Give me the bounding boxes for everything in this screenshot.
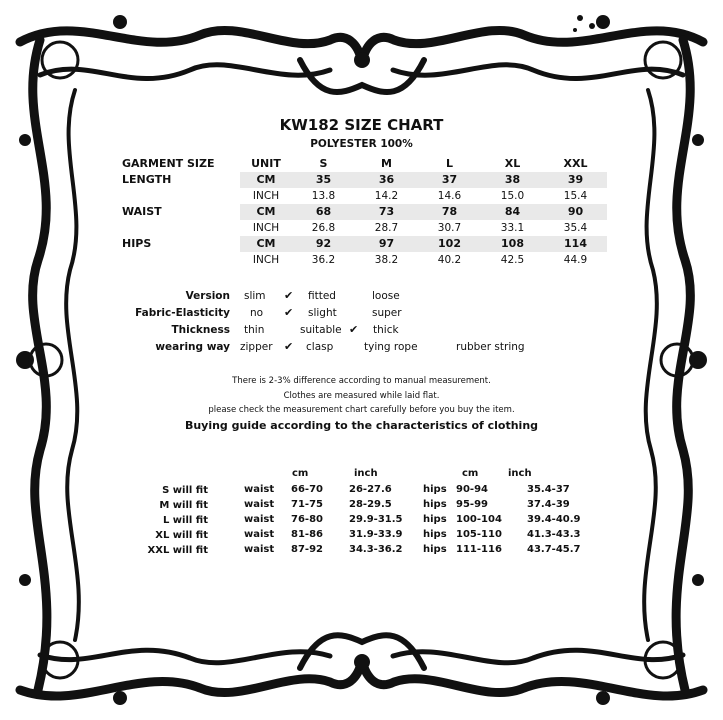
value-cell: 26.8 <box>311 222 336 234</box>
fit-size: XXL will fit <box>147 545 208 556</box>
fit-waist-cm: 71-75 <box>291 499 323 510</box>
fit-hips-cm: 95-99 <box>456 499 488 510</box>
value-cell: 14.2 <box>374 190 399 202</box>
value-cell: 78 <box>418 204 481 220</box>
value-cell: 40.2 <box>437 254 462 266</box>
attribute-label: wearing way <box>155 341 230 353</box>
value-cell: 68 <box>292 204 355 220</box>
fit-size: S will fit <box>162 485 208 496</box>
value-cell: 33.1 <box>500 222 525 234</box>
measurement-note: There is 2-3% difference according to manual measurement. <box>232 376 491 386</box>
value-cell: 92 <box>292 236 355 252</box>
fit-waist-label: waist <box>244 484 275 495</box>
value-cell: 84 <box>481 204 544 220</box>
measurement-note: please check the measurement chart carefully before you buy the item. <box>208 405 515 415</box>
fit-size: L will fit <box>162 515 208 526</box>
value-cell: 39 <box>544 172 607 188</box>
header-cell: M <box>381 157 392 170</box>
value-cell: 37 <box>418 172 481 188</box>
attribute-option: suitable <box>300 324 342 336</box>
value-cell: 28.7 <box>374 222 399 234</box>
row-label: WAIST <box>122 205 162 218</box>
check-icon: ✔ <box>284 306 294 319</box>
table-row <box>122 188 607 204</box>
fit-size: M will fit <box>159 500 208 511</box>
fit-waist-inch: 31.9-33.9 <box>349 529 403 540</box>
attribute-option: no <box>250 307 264 319</box>
value-cell: 15.4 <box>563 190 588 202</box>
fit-waist-label: waist <box>244 544 275 555</box>
table-row <box>122 204 607 220</box>
row-label <box>122 220 240 236</box>
row-label: HIPS <box>122 237 152 250</box>
table-row <box>122 220 607 236</box>
column-header: cm <box>292 468 309 479</box>
row-label <box>122 252 240 268</box>
header-cell: L <box>445 157 453 170</box>
column-header: cm <box>462 468 479 479</box>
attribute-label: Fabric-Elasticity <box>135 307 230 319</box>
column-header: inch <box>508 468 532 479</box>
attribute-label: Thickness <box>171 324 230 336</box>
unit-cell: CM <box>240 236 292 252</box>
value-cell: 35 <box>292 172 355 188</box>
unit-cell: INCH <box>252 254 280 266</box>
fit-waist-inch: 26-27.6 <box>349 484 392 495</box>
check-icon: ✔ <box>349 323 359 336</box>
fit-hips-label: hips <box>423 499 447 510</box>
value-cell: 102 <box>418 236 481 252</box>
fit-hips-inch: 35.4-37 <box>527 484 570 495</box>
fit-hips-label: hips <box>423 514 447 525</box>
fit-waist-cm: 81-86 <box>291 529 323 540</box>
value-cell: 38.2 <box>374 254 399 266</box>
attribute-option: thin <box>244 324 265 336</box>
fit-waist-inch: 28-29.5 <box>349 499 392 510</box>
fit-hips-label: hips <box>423 544 447 555</box>
fit-hips-inch: 39.4-40.9 <box>527 514 581 525</box>
header-cell: XXL <box>563 157 588 170</box>
header-cell: S <box>319 157 328 170</box>
row-label <box>122 188 240 204</box>
header-cell: XL <box>504 157 521 170</box>
attribute-option: slight <box>308 307 337 319</box>
fit-hips-cm: 90-94 <box>456 484 488 495</box>
material-subtitle: POLYESTER 100% <box>310 138 413 150</box>
fit-hips-cm: 105-110 <box>456 529 502 540</box>
fit-waist-cm: 76-80 <box>291 514 323 525</box>
attribute-option: fitted <box>308 290 336 302</box>
fit-hips-cm: 111-116 <box>456 544 502 555</box>
header-cell: GARMENT SIZE <box>122 157 215 170</box>
value-cell: 73 <box>355 204 418 220</box>
fit-hips-label: hips <box>423 484 447 495</box>
value-cell: 42.5 <box>500 254 525 266</box>
size-chart-table <box>122 156 607 268</box>
attribute-option: rubber string <box>456 341 525 353</box>
value-cell: 90 <box>544 204 607 220</box>
unit-cell: CM <box>240 172 292 188</box>
check-icon: ✔ <box>284 340 294 353</box>
value-cell: 44.9 <box>563 254 588 266</box>
attribute-option: clasp <box>306 341 334 353</box>
attribute-label: Version <box>185 290 230 302</box>
table-row <box>122 236 607 252</box>
fit-waist-cm: 66-70 <box>291 484 323 495</box>
value-cell: 97 <box>355 236 418 252</box>
value-cell: 36 <box>355 172 418 188</box>
fit-waist-label: waist <box>244 514 275 525</box>
value-cell: 114 <box>544 236 607 252</box>
fit-size: XL will fit <box>155 530 208 541</box>
fit-waist-inch: 34.3-36.2 <box>349 544 403 555</box>
value-cell: 108 <box>481 236 544 252</box>
unit-cell: INCH <box>252 190 280 202</box>
attribute-option: loose <box>372 290 400 302</box>
fit-hips-label: hips <box>423 529 447 540</box>
attribute-option: super <box>372 307 402 319</box>
value-cell: 30.7 <box>437 222 462 234</box>
value-cell: 13.8 <box>311 190 336 202</box>
attribute-option: thick <box>373 324 399 336</box>
table-row <box>122 172 607 188</box>
fit-hips-inch: 43.7-45.7 <box>527 544 581 555</box>
value-cell: 15.0 <box>500 190 525 202</box>
fit-hips-inch: 37.4-39 <box>527 499 570 510</box>
attribute-option: zipper <box>240 341 273 353</box>
fit-waist-inch: 29.9-31.5 <box>349 514 403 525</box>
header-cell: UNIT <box>251 157 281 170</box>
fit-hips-inch: 41.3-43.3 <box>527 529 581 540</box>
check-icon: ✔ <box>284 289 294 302</box>
measurement-note: Clothes are measured while laid flat. <box>283 391 440 401</box>
unit-cell: INCH <box>252 222 280 234</box>
buying-guide-title: Buying guide according to the characteristics of clothing <box>184 419 539 432</box>
value-cell: 35.4 <box>563 222 588 234</box>
row-label: LENGTH <box>122 173 172 186</box>
attribute-option: tying rope <box>364 341 418 353</box>
fit-hips-cm: 100-104 <box>456 514 502 525</box>
fit-waist-label: waist <box>244 529 275 540</box>
fit-waist-label: waist <box>244 499 275 510</box>
value-cell: 14.6 <box>437 190 462 202</box>
column-header: inch <box>354 468 378 479</box>
table-header-row <box>122 156 607 172</box>
unit-cell: CM <box>240 204 292 220</box>
value-cell: 38 <box>481 172 544 188</box>
fit-waist-cm: 87-92 <box>291 544 323 555</box>
table-row <box>122 252 607 268</box>
page-title: KW182 SIZE CHART <box>279 116 444 134</box>
attribute-option: slim <box>244 290 266 302</box>
value-cell: 36.2 <box>311 254 336 266</box>
